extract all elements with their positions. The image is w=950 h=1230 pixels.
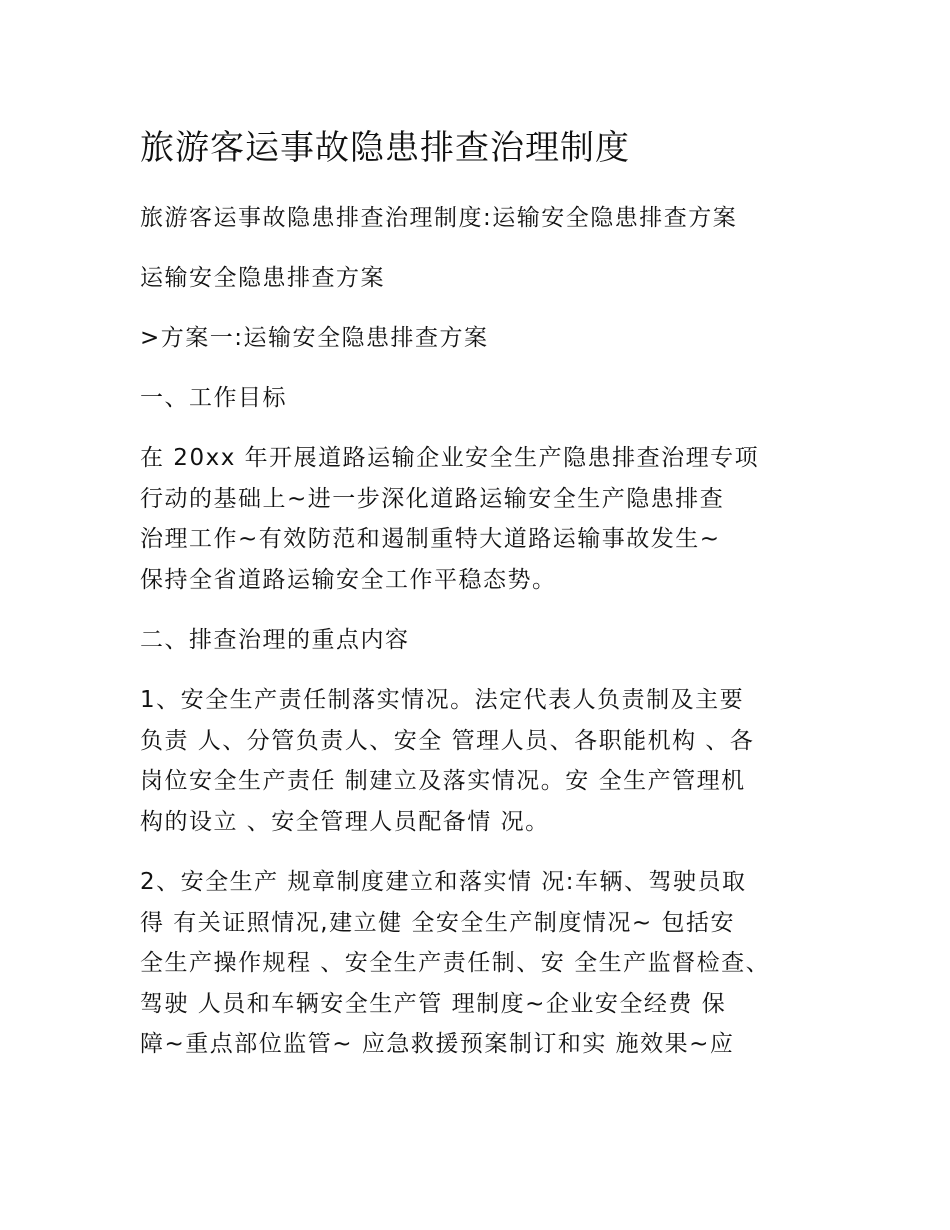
body-line: 得 有关证照情况,建立健 全安全生产制度情况~ 包括安: [140, 909, 736, 936]
section-title-work-goal: 一、工作目标: [140, 385, 287, 411]
document-title: 旅游客运事故隐患排查治理制度: [140, 128, 630, 168]
body-line: 障~重点部位监管~ 应急救援预案制订和实 施效果~应: [140, 1031, 735, 1057]
body-line: 在 20xx 年开展道路运输企业安全生产隐患排查治理专项: [140, 445, 760, 471]
body-line: 1、安全生产责任制落实情况。法定代表人负责制及主要: [140, 687, 745, 713]
body-line: 治理工作~有效防范和遏制重特大道路运输事故发生~: [140, 526, 721, 552]
body-line: 保持全省道路运输安全工作平稳态势。: [140, 566, 557, 593]
body-line: 全生产操作规程 、安全生产责任制、安 全生产监督检查、: [140, 950, 771, 976]
heading-transport-plan: 运输安全隐患排查方案: [140, 265, 385, 291]
document-page: [140, 122, 820, 1085]
heading-plan-one: >方案一:运输安全隐患排查方案: [140, 325, 489, 351]
item-responsibility-system: [140, 680, 820, 842]
body-line: 构的设立 、安全管理人员配备情 况。: [140, 808, 550, 835]
body-line: 岗位安全生产责任 制建立及落实情况。安 全生产管理机: [140, 768, 746, 794]
item-rules-and-regulations: [140, 862, 820, 1065]
body-line: 驾驶 人员和车辆安全生产管 理制度~企业安全经费 保: [140, 990, 727, 1017]
body-line: 负责 人、分管负责人、安全 管理人员、各职能机构 、各: [140, 727, 755, 754]
section-body-work-goal: [140, 438, 820, 600]
body-line: 2、安全生产 规章制度建立和落实情 况:车辆、驾驶员取: [140, 869, 747, 895]
body-line: 行动的基础上~进一步深化道路运输安全生产隐患排查: [140, 485, 725, 512]
section-title-key-content: 二、排查治理的重点内容: [140, 627, 410, 653]
document-subtitle: 旅游客运事故隐患排查治理制度:运输安全隐患排查方案: [140, 205, 738, 231]
